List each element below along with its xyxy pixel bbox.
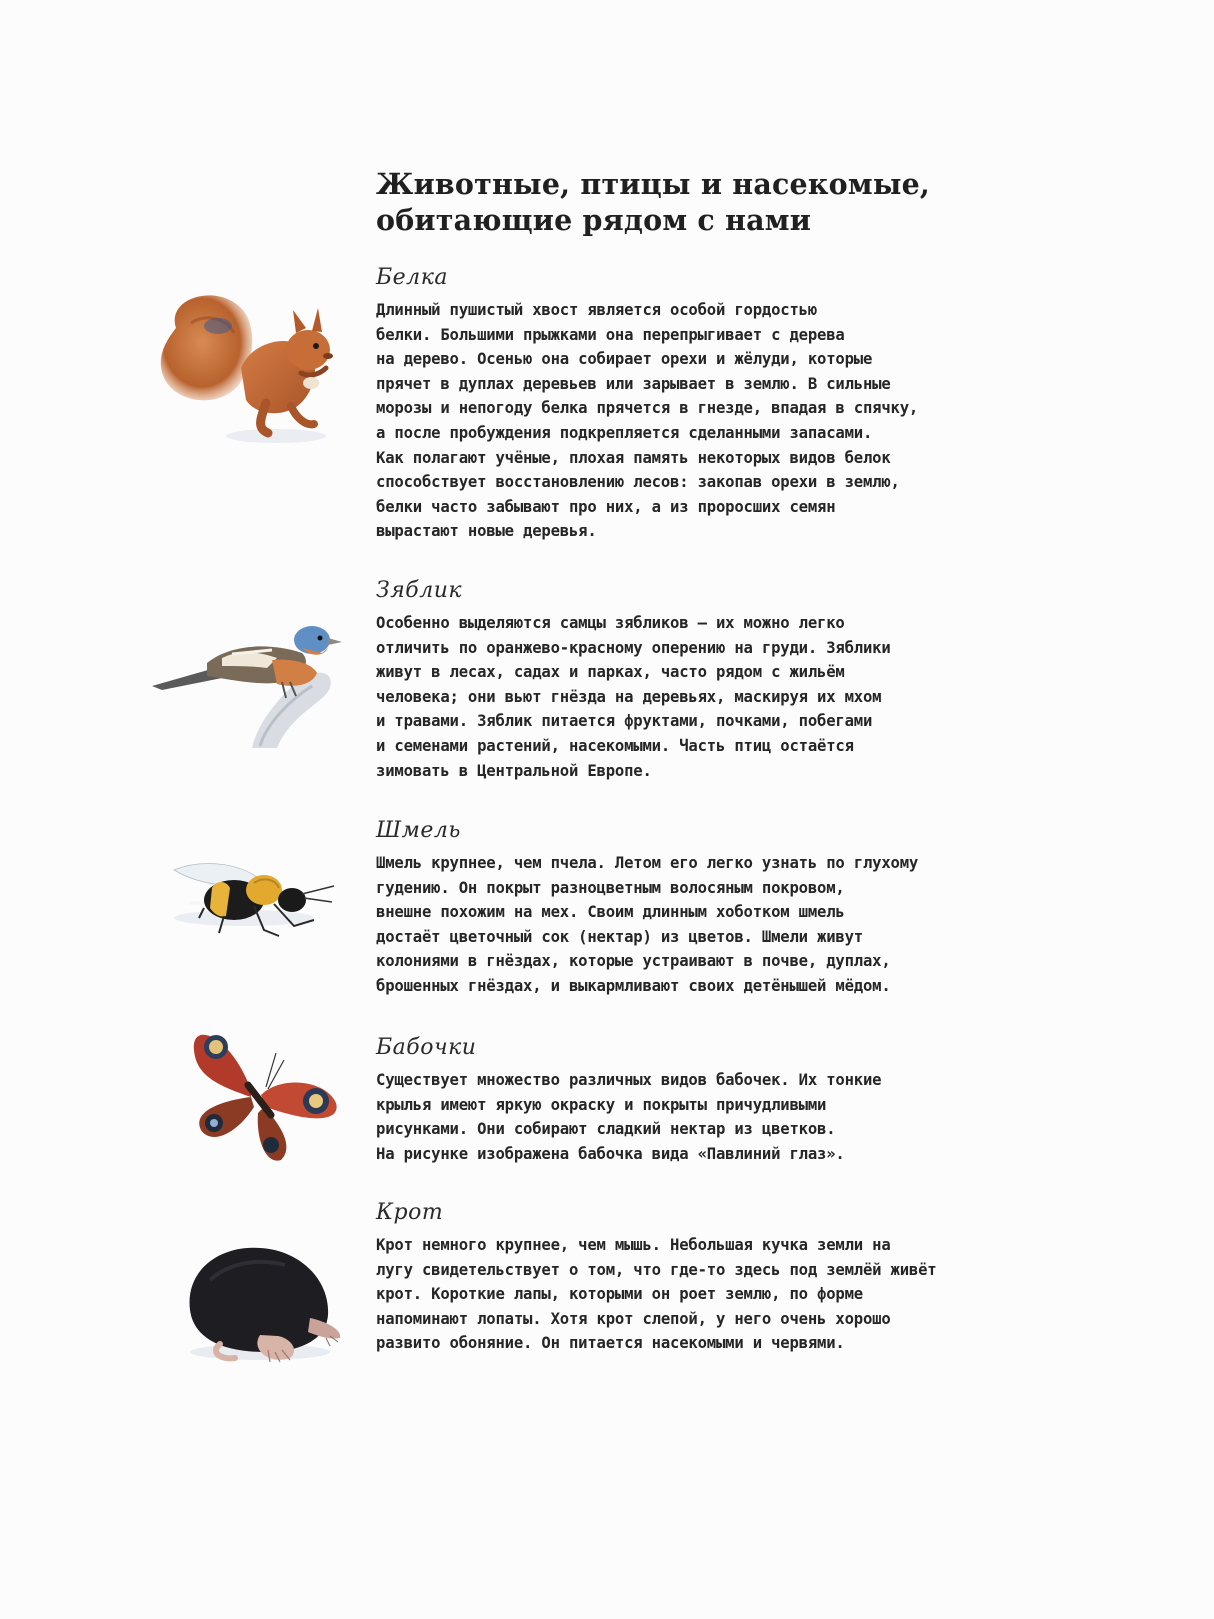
- entry-text: Шмель крупнее, чем пчела. Летом его легко узнать по глухому гудению. Он покрыт разноцветным волосяным покровом, внешне похожим на мех. Своим длинным хоботком шмель достаёт цветочный сок (нектар) из цветов. Шмели живут колониями в гнёздах, которые устраивают в почве, дуплах, брошенных гнёздах, и выкармливают своих детёнышей мёдом.: [376, 854, 919, 995]
- page-title: [376, 166, 1076, 238]
- entry-butterflies: [376, 1034, 1026, 1166]
- finch-illustration: [152, 618, 342, 748]
- page-title-line-2: обитающие рядом с нами: [376, 203, 812, 237]
- mole-illustration: [180, 1240, 345, 1365]
- entry-finch: [376, 577, 1026, 783]
- entry-squirrel: [376, 264, 1026, 544]
- entry-heading: Шмель: [376, 818, 461, 843]
- entry-heading: Бабочки: [376, 1035, 477, 1060]
- entry-bumblebee: [376, 817, 1026, 999]
- entry-mole: [376, 1199, 1026, 1356]
- entry-heading: Крот: [376, 1200, 444, 1225]
- entry-text: Существует множество различных видов бабочек. Их тонкие крылья имеют яркую окраску и покрыты причудливыми рисунками. Они собирают сладкий нектар из цветков. На рисунке изображена бабочка вида «Павлиний глаз».: [376, 1071, 882, 1163]
- entry-text: Особенно выделяются самцы зябликов — их можно легко отличить по оранжево-красному оперению на груди. Зяблики живут в лесах, садах и парках, часто рядом с жильём человека; они вьют гнёзда на деревьях, маскируя их мхом и травами. Зяблик питается фруктами, почками, побегами и семенами растений, насекомыми. Часть птиц остаётся зимовать в Центральной Европе.: [376, 614, 891, 780]
- butterfly-illustration: [186, 1025, 346, 1165]
- entry-heading: Зяблик: [376, 578, 463, 603]
- entry-text: Крот немного крупнее, чем мышь. Небольшая кучка земли на лугу свидетельствует о том, что где-то здесь под землёй живёт крот. Короткие лапы, которыми он роет землю, по форме напоминают лопаты. Хотя крот слепой, у него очень хорошо развито обоняние. Он питается насекомыми и червями.: [376, 1236, 937, 1353]
- entry-text: Длинный пушистый хвост является особой гордостью белки. Большими прыжками она перепрыгивает с дерева на дерево. Осенью она собирает орехи и жёлуди, которые прячет в дуплах деревьев или зарывает в землю. В сильные морозы и непогоду белка прячется в гнезде, впадая в спячку, а после пробуждения подкрепляется сделанными запасами. Как полагают учёные, плохая память некоторых видов белок способствует восстановлению лесов: закопав орехи в землю, белки часто забывают про них, а из проросших семян вырастают новые деревья.: [376, 301, 919, 541]
- page-title-line-1: Животные, птицы и насекомые,: [376, 167, 931, 201]
- entry-heading: Белка: [376, 265, 448, 290]
- bumblebee-illustration: [164, 858, 344, 948]
- squirrel-illustration: [156, 288, 341, 453]
